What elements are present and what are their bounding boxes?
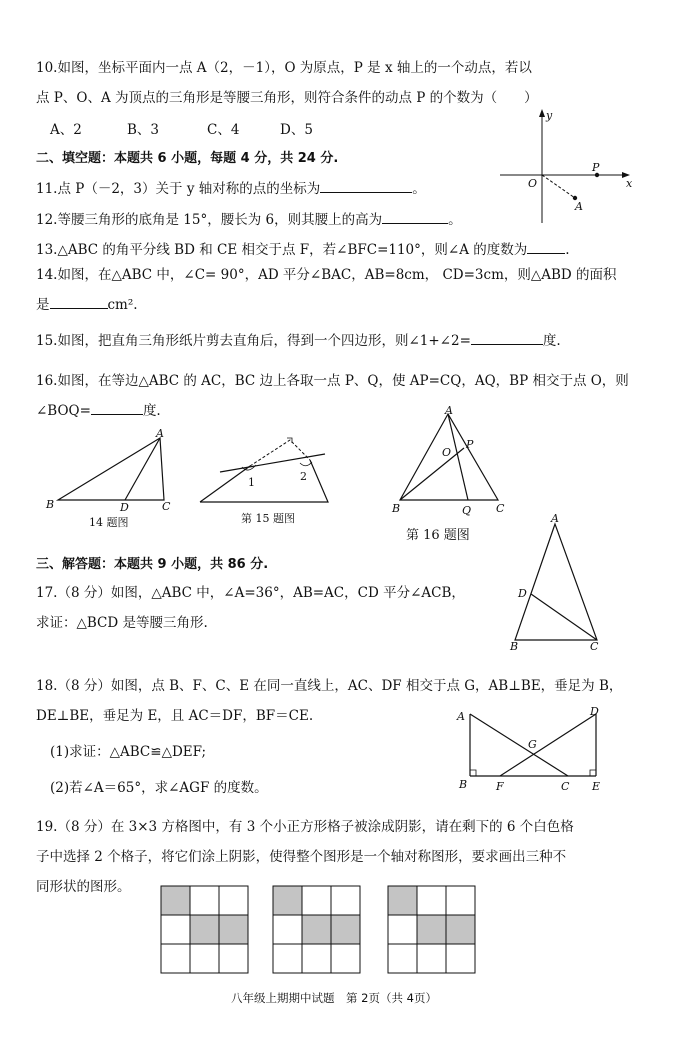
q17-label-c: C	[590, 640, 599, 652]
q13	[36, 241, 570, 259]
q17-triangle-figure	[505, 512, 605, 652]
q18-label-e: E	[592, 780, 601, 793]
q16-caption: 第 16 题图	[406, 528, 470, 543]
grid-cell-empty[interactable]	[446, 886, 475, 915]
grid-cell-empty[interactable]	[219, 886, 248, 915]
grid-cell-empty[interactable]	[219, 944, 248, 973]
grid-cell-empty[interactable]	[417, 944, 446, 973]
q15-label-1: 1	[248, 476, 255, 489]
grid-cell-shaded[interactable]	[219, 915, 248, 944]
grid-cell-empty[interactable]	[190, 886, 219, 915]
grid-cell-empty[interactable]	[161, 944, 190, 973]
q18-label-a: A	[457, 710, 465, 723]
q10-label-a: A	[575, 200, 583, 213]
q17-label-b: B	[510, 640, 519, 652]
grid-cell-empty[interactable]	[331, 944, 360, 973]
q11-text: 11.点 P（－2，3）关于 y 轴对称的点的坐标为	[36, 181, 321, 197]
grid-cell-empty[interactable]	[417, 886, 446, 915]
q10-option-c: C、4	[207, 122, 240, 138]
q12-text: 12.等腰三角形的底角是 15°，腰长为 6，则其腰上的高为	[36, 212, 383, 228]
q18-figure	[452, 702, 612, 794]
q10-line2: 点 P、O、A 为顶点的三角形是等腰三角形，则符合条件的动点 P 的个数为（ ）	[36, 90, 538, 106]
q16-blank[interactable]	[91, 402, 143, 415]
q16-line1: 16.如图，在等边△ABC 的 AC，BC 边上各取一点 P、Q，使 AP=CQ，AQ，BP 相交于点 O，则	[36, 373, 629, 389]
q14-blank[interactable]	[50, 296, 108, 309]
grid-cell-shaded[interactable]	[388, 886, 417, 915]
q16-label-b: B	[392, 502, 401, 515]
grid-cell-empty[interactable]	[388, 944, 417, 973]
q12	[36, 211, 462, 229]
q15-caption: 第 15 题图	[241, 512, 295, 525]
grid-cell-empty[interactable]	[302, 944, 331, 973]
q15-end: 度.	[542, 333, 561, 349]
q10-label-x: x	[626, 177, 633, 190]
q18-line1: 18.（8 分）如图，点 B、F、C、E 在同一直线上，AC、DF 相交于点 G，AB⊥BE，垂足为 B，	[36, 678, 623, 694]
q19-grid-2[interactable]	[272, 885, 362, 975]
grid-cell-shaded[interactable]	[273, 886, 302, 915]
q19-line1: 19.（8 分）在 3×3 方格图中，有 3 个小正方形格子被涂成阴影，请在剩下的 6 个白色格	[36, 819, 574, 835]
q10-coordinate-figure	[490, 105, 640, 230]
q18-label-g: G	[528, 738, 537, 751]
grid-cell-empty[interactable]	[161, 915, 190, 944]
q18-label-f: F	[496, 780, 504, 793]
q13-end: .	[565, 242, 570, 258]
q16-label-o: O	[442, 446, 452, 459]
q16-label-a: A	[445, 404, 453, 417]
grid-cell-empty[interactable]	[273, 944, 302, 973]
grid-cell-shaded[interactable]	[446, 915, 475, 944]
q14-line2	[36, 296, 138, 314]
q14-label-c: C	[162, 500, 171, 513]
q15-blank[interactable]	[471, 332, 543, 345]
q10-label-o: O	[528, 177, 538, 190]
q14-label-d: D	[120, 501, 129, 514]
section2-heading: 二、填空题：本题共 6 小题，每题 4 分，共 24 分.	[36, 151, 339, 166]
grid-cell-shaded[interactable]	[417, 915, 446, 944]
page-footer: 八年级上期期中试题 第 2页（共 4页）	[231, 991, 437, 1005]
section3-heading: 三、解答题：本题共 9 小题，共 86 分.	[36, 557, 269, 572]
grid-cell-empty[interactable]	[302, 886, 331, 915]
q13-text: 13.△ABC 的角平分线 BD 和 CE 相交于点 F，若∠BFC=110°，则∠A 的度数为	[36, 242, 528, 258]
q14-triangle-figure	[40, 428, 185, 518]
q18-line2: DE⊥BE，垂足为 E，且 AC＝DF，BF＝CE.	[36, 708, 314, 724]
q19-line3: 同形状的图形。	[36, 879, 131, 895]
q18-label-d: D	[590, 705, 599, 718]
grid-cell-shaded[interactable]	[161, 886, 190, 915]
grid-cell-empty[interactable]	[273, 915, 302, 944]
q12-blank[interactable]	[382, 211, 448, 224]
q10-option-d: D、5	[280, 122, 313, 138]
q16-line2-post: 度.	[142, 403, 161, 419]
q16-label-c: C	[496, 502, 505, 515]
q14-line2-pre: 是	[36, 297, 50, 313]
q13-blank[interactable]	[527, 241, 565, 254]
q14-line2-post: cm².	[107, 297, 138, 313]
q14-label-b: B	[46, 498, 55, 511]
q16-line2-pre: ∠BOQ=	[36, 403, 91, 419]
q17-line2: 求证：△BCD 是等腰三角形.	[36, 615, 208, 631]
grid-cell-shaded[interactable]	[190, 915, 219, 944]
q14-caption: 14 题图	[89, 516, 129, 529]
grid-cell-empty[interactable]	[331, 886, 360, 915]
q19-grid-3[interactable]	[387, 885, 477, 975]
q12-end: 。	[448, 212, 462, 228]
q18-label-b: B	[459, 778, 468, 791]
q14-line1: 14.如图，在△ABC 中，∠C= 90°，AD 平分∠BAC，AB=8cm， CD=3cm，则△ABD 的面积	[36, 267, 617, 283]
q15-text: 15.如图，把直角三角形纸片剪去直角后，得到一个四边形，则∠1+∠2=	[36, 333, 471, 349]
q18-label-c: C	[561, 780, 570, 793]
grid-cell-empty[interactable]	[388, 915, 417, 944]
q10-line1: 10.如图，坐标平面内一点 A（2，－1），O 为原点，P 是 x 轴上的一个动点，若以	[36, 60, 532, 76]
q11-end: 。	[412, 181, 426, 197]
q18-part2: (2)若∠A＝65°，求∠AGF 的度数。	[50, 780, 268, 796]
q11-blank[interactable]	[320, 180, 412, 193]
q19-line2: 子中选择 2 个格子，将它们涂上阴影，使得整个图形是一个轴对称图形，要求画出三种不	[36, 849, 567, 865]
q16-equilateral-figure	[390, 404, 520, 519]
q15-quadrilateral-figure	[190, 434, 340, 506]
q10-label-y: y	[546, 109, 553, 122]
q17-label-d: D	[518, 587, 527, 600]
q17-line1: 17.（8 分）如图，△ABC 中，∠A=36°，AB=AC，CD 平分∠ACB，	[36, 585, 465, 601]
grid-cell-shaded[interactable]	[302, 915, 331, 944]
q15	[36, 332, 561, 350]
grid-cell-empty[interactable]	[446, 944, 475, 973]
q17-label-a: A	[551, 512, 559, 525]
q11	[36, 180, 426, 198]
q19-grid-1[interactable]	[160, 885, 250, 975]
grid-cell-shaded[interactable]	[331, 915, 360, 944]
q16-line2	[36, 402, 161, 420]
q10-label-p: P	[592, 161, 600, 174]
grid-cell-empty[interactable]	[190, 944, 219, 973]
q16-label-p: P	[466, 438, 474, 451]
q10-option-a: A、2	[50, 122, 82, 138]
q15-label-2: 2	[300, 470, 307, 483]
q10-option-b: B、3	[127, 122, 160, 138]
q14-label-a: A	[156, 428, 164, 440]
q18-part1: (1)求证：△ABC≌△DEF;	[50, 744, 207, 760]
q16-label-q: Q	[462, 504, 472, 517]
